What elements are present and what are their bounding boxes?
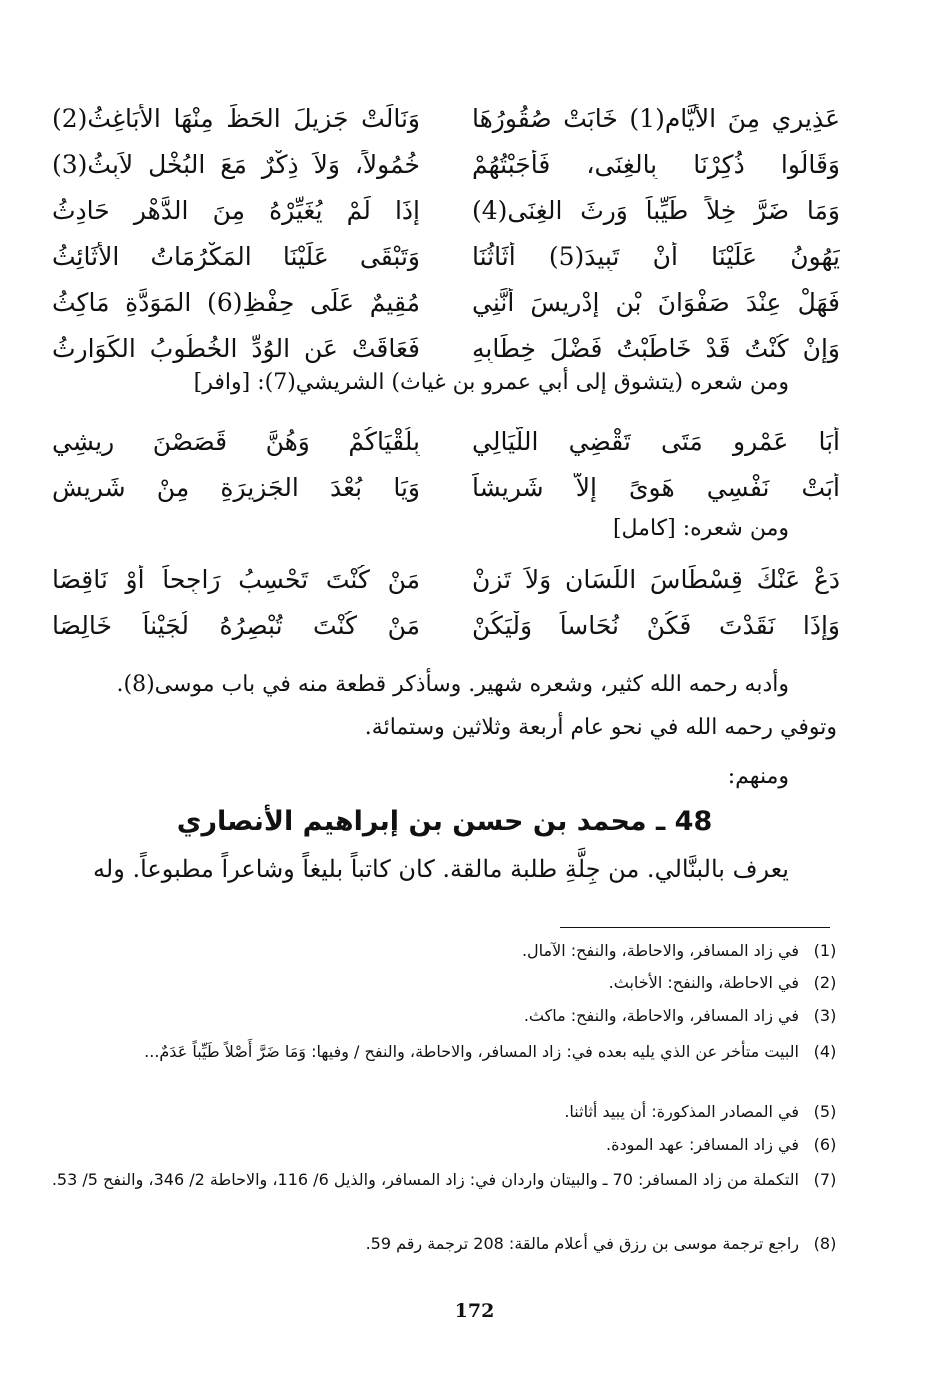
- verse-right-hemistich: دَعْ عَنْكَ قِسْطَاسَ اللِّسَانِ وَلاَ تَزِنْ: [472, 564, 840, 594]
- verse-left-hemistich: وَتَبْقَى عَلَيْنَا المَكْرُمَاتُ الأَثَائِثُ: [52, 241, 420, 271]
- verse-right-hemistich: أَبَا عَمْرٍو مَتَى تَقْضِي اللَّيَالِي: [472, 426, 840, 456]
- footnote-number: (5): [813, 1102, 837, 1121]
- verse-left-hemistich: مَنْ كُنْتَ تُبْصِرُهُ لُجَيْناً خَالِصَا: [52, 610, 420, 640]
- prose-line: ومنهم:: [727, 764, 789, 789]
- verse-left-hemistich: إِذَا لَمْ يُغَيِّرْهُ مِنَ الدَّهْرِ حَادِثُ: [52, 195, 420, 225]
- footnote-text: راجع ترجمة موسى بن رزق في أعلام مالقة: 208 ترجمة رقم 59.: [365, 1234, 799, 1253]
- verse-left-hemistich: مُقِيمٌ عَلَى حِفْظِ(6) المَوَدَّةِ مَاكِثُ: [52, 287, 420, 317]
- footnote-5: [50, 1102, 837, 1121]
- footnote-number: (7): [813, 1170, 837, 1189]
- footnote-text: في الاحاطة، والنفح: الأخابث.: [608, 973, 799, 992]
- footnote-text: في المصادر المذكورة: أن يبيد أثاثنا.: [564, 1102, 799, 1121]
- footnote-1: [50, 941, 837, 960]
- verse-right-hemistich: وَإِنْ كُنْتُ قَدْ خَاطَبْتُ فَضْلَ خِطَابِهِ: [472, 333, 840, 363]
- verse-right-hemistich: وَقَالُوا ذُكِرْنَا بِالغِنَى، فَأَجَبْتُهُمْ: [472, 149, 840, 179]
- footnote-8: [50, 1234, 837, 1253]
- footnote-4: [50, 1038, 837, 1065]
- verse-left-hemistich: مَنْ كُنْتَ تَحْسِبُ رَاجِحاً أَوْ نَاقِصَا: [52, 564, 420, 594]
- prose-line: وتوفي رحمه الله في نحو عام أربعة وثلاثين وستمائة.: [364, 715, 837, 740]
- verse-3: [52, 187, 840, 233]
- footnote-text: في زاد المسافر، والاحاطة، والنفح: الآمال.: [521, 941, 799, 960]
- footnote-2: [50, 973, 837, 992]
- verse-right-hemistich: يَهُونُ عَلَيْنَا أَنْ تَبِيدَ(5) أَثَاثُنَا: [472, 241, 840, 271]
- footnote-number: (4): [813, 1042, 837, 1061]
- footnote-number: (1): [813, 941, 837, 960]
- footnote-number: (3): [813, 1006, 837, 1025]
- body-line: يعرف بالبنَّالي. من جِلَّةِ طلبة مالقة. كان كاتباً بليغاً وشاعراً مطبوعاً. وله: [93, 855, 789, 883]
- verse-6: [52, 325, 840, 371]
- prose-line: وأدبه رحمه الله كثير، وشعره شهير. وسأذكر قطعة منه في باب موسى(8).: [116, 672, 789, 697]
- poem-intro: ومن شعره: [كامل]: [612, 516, 789, 541]
- verse-left-hemistich: وَيَا بُعْدَ الجَزِيرَةِ مِنْ شَرِيشِ: [52, 472, 420, 502]
- verse-left-hemistich: وَنَالَتْ جَزِيلَ الحَظِّ مِنْهَا الأَبَاغِثُ(2): [52, 103, 420, 133]
- verse-left-hemistich: خُمُولاً، وَلاَ ذِكْرٌ مَعَ البُخْلِ لاَبِثُ(3): [52, 149, 420, 179]
- page-number: 172: [454, 1300, 495, 1322]
- verse-right-hemistich: وَإِذَا نَقَدْتَ فَكُنْ نُحَاساً وَلْيَكُنْ: [472, 610, 840, 640]
- verse-right-hemistich: فَهَلْ عِنْدَ صَفْوَانَ بْنِ إِدْرِيسَ أَنَّنِي: [472, 287, 840, 317]
- footnote-3: [50, 1006, 837, 1025]
- verse-right-hemistich: وَمَا ضَرَّ خِلاً طَيِّباً وَرِثَ الغِنَى(4): [472, 195, 840, 225]
- footnote-text: في زاد المسافر: عهد المودة.: [606, 1135, 799, 1154]
- entry-heading: 48 ـ محمد بن حسن بن إبراهيم الأنصاري: [176, 806, 713, 837]
- footnote-number: (6): [813, 1135, 837, 1154]
- verse-right-hemistich: عَذِيرِي مِنَ الأَيَّامِ(1) خَابَتْ صُقُورُهَا: [472, 103, 840, 133]
- poem-intro: ومن شعره (يتشوق إلى أبي عمرو بن غياث) الشريشي(7): [وافر]: [193, 370, 789, 395]
- footnote-number: (8): [813, 1234, 837, 1253]
- footnote-text: في زاد المسافر، والاحاطة، والنفح: ماكث.: [523, 1006, 799, 1025]
- verse-9: [52, 556, 840, 602]
- footnote-number: (2): [813, 973, 837, 992]
- footnote-divider: [560, 927, 830, 928]
- verse-5: [52, 279, 840, 325]
- verse-left-hemistich: فَعَاقَتْ عَنِ الوُدِّ الخُطُوبُ الكَوَارِثُ: [52, 333, 420, 363]
- footnote-text: التكملة من زاد المسافر: 70 ـ والبيتان واردان في: زاد المسافر، والذيل 6/ 116، والاحاطة 2/ 346، والنفح 5/ 53.: [51, 1170, 799, 1189]
- verse-7: [52, 418, 840, 464]
- verse-left-hemistich: بِلُقْيَاكُمْ وَهُنَّ قَصَصْنَ رِيشِي: [52, 426, 420, 456]
- verse-8: [52, 464, 840, 510]
- verse-2: [52, 141, 840, 187]
- footnote-6: [50, 1135, 837, 1154]
- verse-right-hemistich: أَبَتْ نَفْسِي هَوىً إِلاَّ شَرِيشاً: [472, 472, 840, 502]
- verse-1: [52, 95, 840, 141]
- verse-10: [52, 602, 840, 648]
- footnote-text: البيت متأخر عن الذي يليه بعده في: زاد المسافر، والاحاطة، والنفح / وفيها: وَمَا ضَرَّ أَصْلاً طَيِّباً عَدَمٌ...: [144, 1042, 799, 1061]
- verse-4: [52, 233, 840, 279]
- footnote-7: [50, 1166, 837, 1193]
